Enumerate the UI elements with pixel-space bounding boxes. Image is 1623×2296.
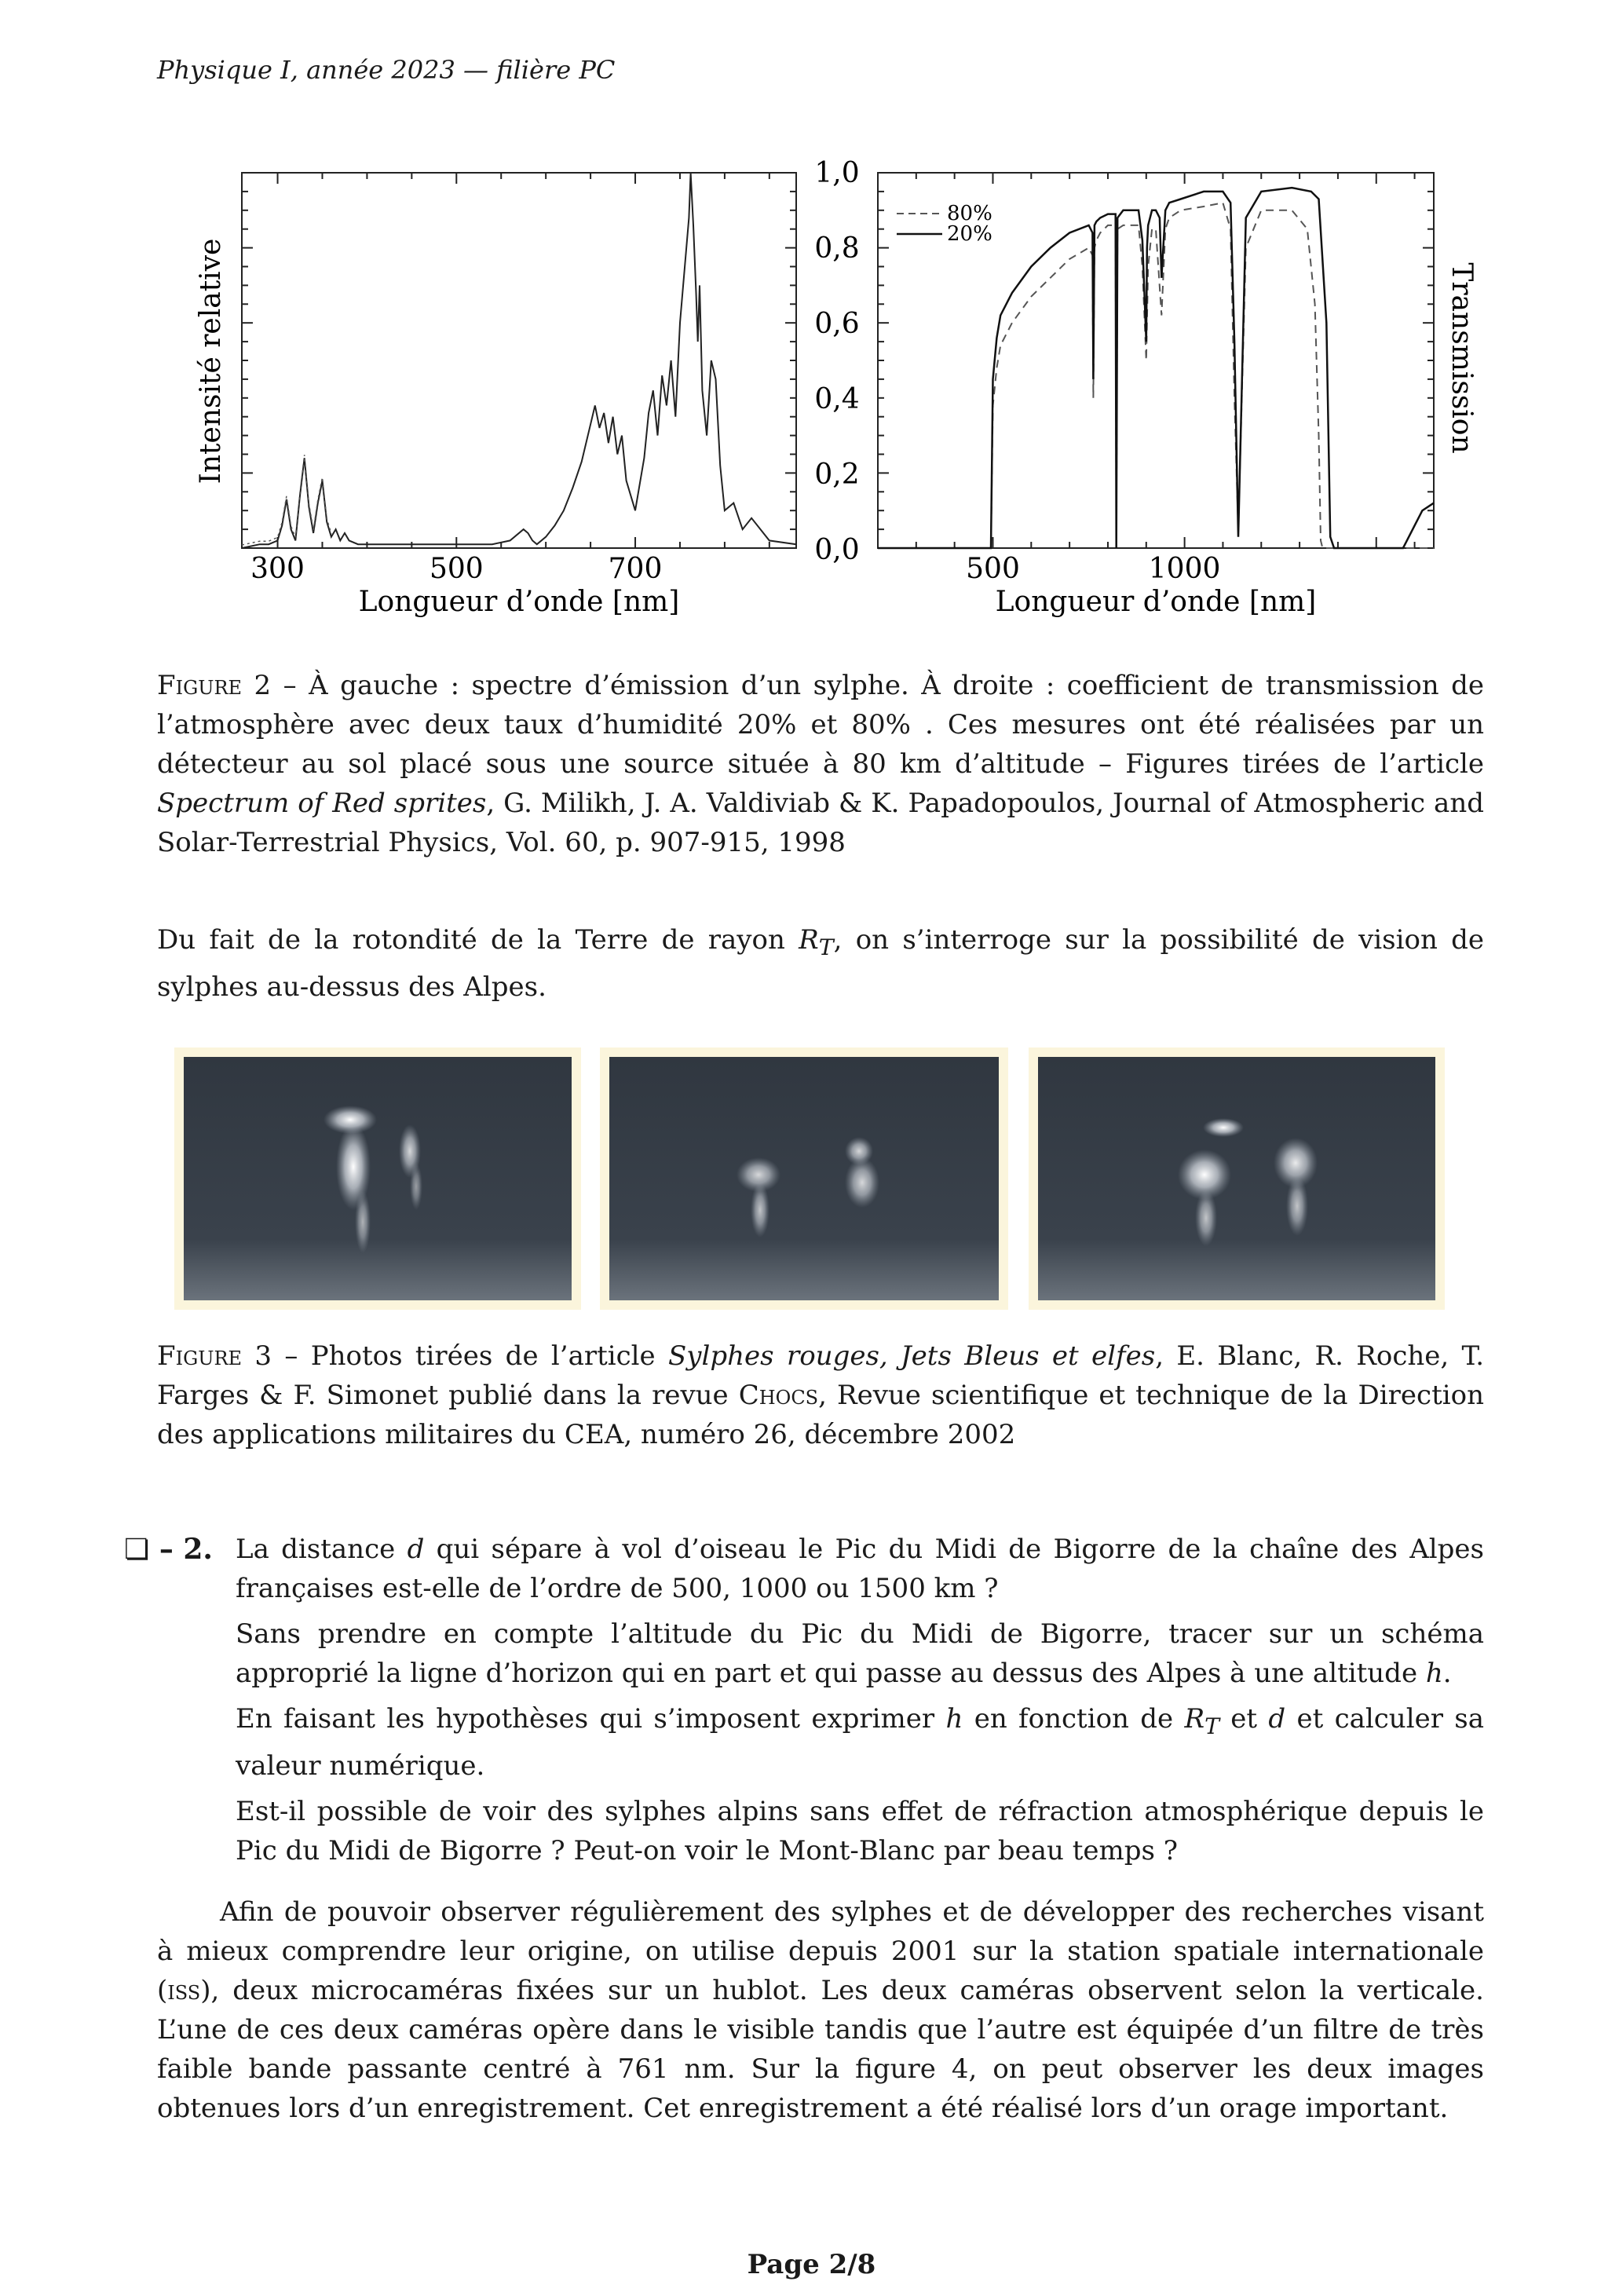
para1-after: , on s’interroge sur la possibilité de vision de sylphes au-dessus des Alpes. (157, 924, 1484, 1003)
para2-b: ), deux microcaméras fixées sur un hublot. Les deux caméras observent selon la verticale. L’une de ces deux caméras opère dans le visible tandis que l’autre est équipée d’un filtre de très faible bande passante centré à 761 nm. Sur la figure 4, on peut observer les deux images obtenues lors d’un enregistrement. Cet enregistrement a été réalisé lors d’un orage important. (157, 1975, 1484, 2124)
ytick-0-6: 0,6 (814, 308, 860, 340)
question-2-part-1: La distance d qui sépare à vol d’oiseau le Pic du Midi de Bigorre de la chaîne des Alpes françaises est-elle de l’ordre de 500, 1000 ou 1500 km ? (236, 1534, 1484, 1604)
figure-2-article-title: Spectrum of Red sprites (157, 788, 487, 819)
sprite-photo-3-image (1038, 1057, 1435, 1300)
paragraph-rotundity (157, 920, 1484, 1007)
left-xtick-700: 700 (608, 553, 663, 585)
paragraph-iss (157, 1892, 1484, 2128)
figure-2-charts (157, 149, 1492, 636)
figure-3-article-title: Sylphes rouges, Jets Bleus et elfes (668, 1340, 1156, 1372)
var-R: R (799, 924, 819, 956)
ytick-0-8: 0,8 (814, 232, 860, 265)
sprite-photo-1-image (184, 1057, 572, 1300)
figure-3-caption-text: – Photos tirées de l’article (272, 1340, 669, 1372)
sprite-photo-2-image (609, 1057, 999, 1300)
right-x-axis-label: Longueur d’onde [nm] (995, 586, 1317, 618)
left-chart-ticks (242, 173, 796, 548)
question-2-body (236, 1530, 1484, 1877)
figure-3-caption-authors: , E. Blanc, R. Roche, T. Farges & F. Simonet publié dans la revue (157, 1340, 1485, 1411)
question-2-part-4: Est-il possible de voir des sylphes alpins sans effet de réfraction atmosphérique depuis le Pic du Midi de Bigorre ? Peut-on voir le Mont-Blanc par beau temps ? (236, 1795, 1484, 1866)
page-number: Page 2/8 (747, 2249, 876, 2280)
ytick-0-4: 0,4 (814, 383, 860, 415)
iss-abbr: iss (167, 1975, 201, 2006)
figure-2-caption-text: – À gauche : spectre d’émission d’un sylphe. À droite : coefficient de transmission de l’atmosphère avec deux taux d’humidité 20% et 80% . Ces mesures ont été réalisées par un détecteur au sol placé sous une source située à 80 km d’altitude – Figures tirées de l’article (157, 670, 1485, 780)
left-y-axis-label: Intensité relative (195, 238, 227, 484)
figure-3-caption-ref: , Revue scientifique et technique de la Direction des applications militaires du CEA, numéro 26, décembre 2002 (157, 1380, 1485, 1450)
left-x-axis-label: Longueur d’onde [nm] (358, 586, 680, 618)
question-2-part-2: Sans prendre en compte l’altitude du Pic du Midi de Bigorre, tracer sur un schéma approprié la ligne d’horizon qui en part et qui passe au dessus des Alpes à une altitude h. (236, 1618, 1484, 1689)
sprite-photo-3 (1029, 1047, 1445, 1310)
figure-3-caption (157, 1336, 1484, 1454)
figure-3-label: Figure 3 (157, 1340, 272, 1372)
ytick-0-2: 0,2 (814, 459, 860, 491)
right-xtick-1000: 1000 (1148, 553, 1221, 585)
question-2-part-3: En faisant les hypothèses qui s’imposent exprimer h en fonction de $R_T$ et d et calculer sa valeur numérique. (236, 1703, 1484, 1782)
ytick-0-0: 0,0 (814, 534, 860, 566)
emission-spectrum-line (242, 173, 796, 548)
para1-before: Du fait de la rotondité de la Terre de rayon (157, 924, 799, 956)
left-xtick-300: 300 (250, 553, 305, 585)
legend-20-label: 20% (947, 222, 992, 246)
sprite-photo-2 (600, 1047, 1008, 1310)
question-number: – 2. (149, 1533, 213, 1566)
question-2-marker (124, 1533, 213, 1566)
figure-2-caption (157, 666, 1484, 862)
right-y-axis-label: Transmission (1446, 262, 1478, 454)
sprite-photo-1 (174, 1047, 581, 1310)
figure-2-caption-ref: , G. Milikh, J. A. Valdiviab & K. Papadopoulos, Journal of Atmospheric and Solar-Terrestrial Physics, Vol. 60, p. 907-915, 1998 (157, 788, 1484, 858)
ytick-1-0: 1,0 (814, 157, 860, 189)
transmission-legend (897, 202, 992, 246)
right-xtick-500: 500 (966, 553, 1020, 585)
left-xtick-500: 500 (429, 553, 484, 585)
figure-2-label: Figure 2 (157, 670, 272, 701)
figure-3-journal: Chocs (738, 1380, 819, 1411)
para2-a: Afin de pouvoir observer régulièrement des sylphes et de développer des recherches visant à mieux comprendre leur origine, on utilise depuis 2001 sur la station spatiale internationale ( (157, 1896, 1484, 2006)
legend-80-label: 80% (947, 202, 992, 225)
question-checkbox-icon: ❏ (124, 1534, 150, 1566)
transmission-80-line (878, 203, 1434, 548)
var-T-sub: T (818, 934, 834, 960)
page-header: Physique I, année 2023 — filière PC (157, 55, 616, 85)
left-chart-frame (242, 173, 796, 548)
